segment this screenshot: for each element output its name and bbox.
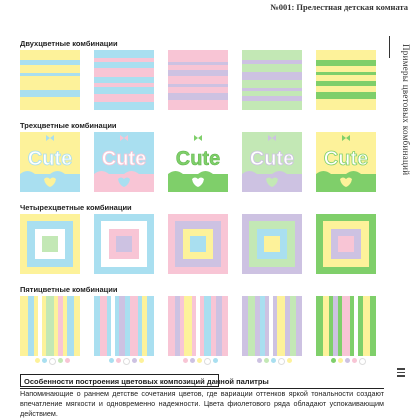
cute-word: Cute [101, 148, 147, 170]
five-color-swatch-5 [316, 296, 376, 356]
cute-word: Cute [249, 148, 295, 170]
five-color-swatch-2 [94, 296, 154, 356]
five-color-swatch-4 [242, 296, 302, 356]
features-title-box: Особенности построения цветовых композиций данной палитры [20, 374, 219, 387]
two-color-swatch-4 [242, 50, 302, 110]
five-color-swatch-5-dots [331, 358, 366, 364]
five-color-swatch-3 [168, 296, 228, 356]
two-color-swatch-5 [316, 50, 376, 110]
page-header: №001: Прелестная детская комната [270, 2, 408, 12]
three-color-swatch-1 [20, 132, 80, 192]
three-color-swatch-5 [316, 132, 376, 192]
five-color-swatch-1 [20, 296, 80, 356]
five-color-swatch-1-dots [35, 358, 70, 364]
cute-word: Cute [323, 148, 369, 170]
section-two-color-title: Двухцветные комбинации [20, 39, 118, 48]
side-title: Примеры цветовых комбинаций [401, 44, 411, 176]
four-color-swatch-2 [94, 214, 154, 274]
section-three-color-title: Трехцветные комбинации [20, 121, 117, 130]
features-text: Напоминающие о раннем детстве сочетания цветов, где вариации оттенков яркой тональности создают впечатление мягкости и одновременно надежности. Цвета фиолетового ряда обладают успокаивающим действием. [20, 389, 384, 418]
cute-word: Cute [175, 148, 221, 170]
four-color-swatch-1 [20, 214, 80, 274]
five-color-swatch-4-dots [257, 358, 292, 364]
two-color-swatch-1 [20, 50, 80, 110]
section-four-color-title: Четырехцветные комбинации [20, 203, 132, 212]
three-color-swatch-4 [242, 132, 302, 192]
four-color-swatch-5 [316, 214, 376, 274]
four-color-swatch-3 [168, 214, 228, 274]
two-color-swatch-2 [94, 50, 154, 110]
side-rule [389, 36, 390, 58]
five-color-swatch-2-dots [109, 358, 144, 364]
two-color-swatch-3 [168, 50, 228, 110]
cute-word: Cute [27, 148, 73, 170]
three-color-swatch-2 [94, 132, 154, 192]
section-five-color-title: Пятицветные комбинации [20, 285, 118, 294]
four-color-swatch-4 [242, 214, 302, 274]
five-color-swatch-3-dots [183, 358, 218, 364]
three-color-swatch-3 [168, 132, 228, 192]
side-marks [397, 368, 405, 379]
